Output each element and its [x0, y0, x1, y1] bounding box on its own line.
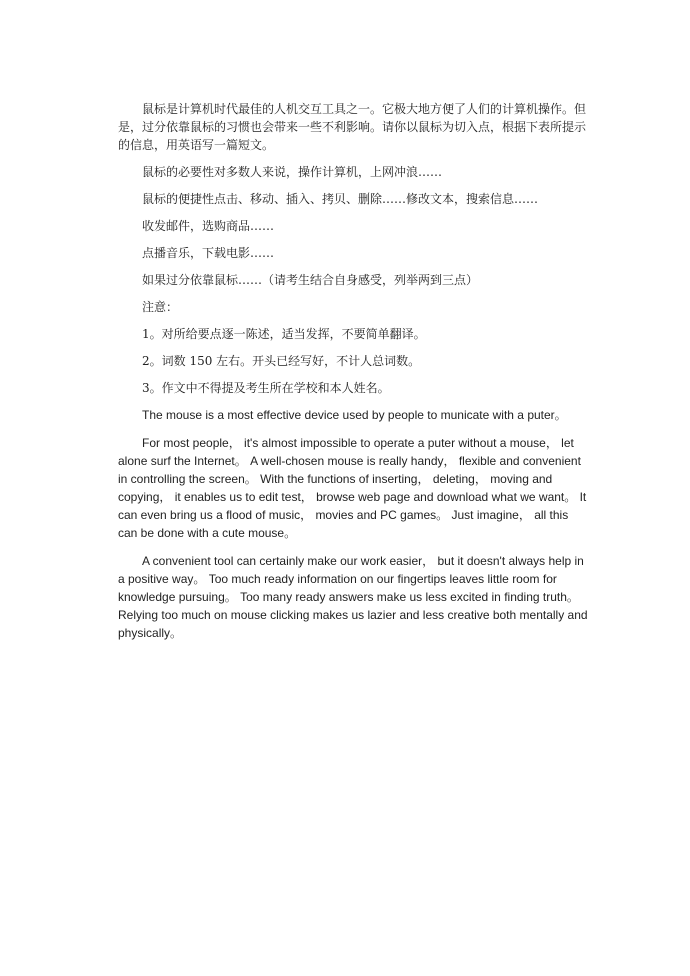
intro-paragraph: 鼠标是计算机时代最佳的人机交互工具之一。它极大地方便了人们的计算机操作。但是，过分依靠鼠标的习惯也会带来一些不利影响。请你以鼠标为切入点，根据下表所提示的信息，用英语写一篇短文。	[118, 102, 587, 152]
document-page	[118, 100, 590, 652]
essay-paragraph-2: For most people， it's almost impossible to operate a puter without a mouse， let alone surf the Internet。 A well-chosen mouse is really handy， flexible and convenient in controlling the screen。 With the functions of inserting， deleting， moving and copying， it enables us to edit test， browse web page and download what we want。 It can even bring us a flood of music， movies and PC games。 Just imagine， all this can be done with a cute mouse。	[118, 436, 587, 540]
point-overreliance: 如果过分依靠鼠标……（请考生结合自身感受，列举两到三点）	[142, 273, 479, 287]
point-convenience: 鼠标的便捷性点击、移动、插入、拷贝、删除……修改文本，搜索信息……	[142, 192, 539, 206]
note-2: 2。词数 150 左右。开头已经写好，不计人总词数。	[142, 354, 421, 368]
note-3: 3。作文中不得提及考生所在学校和本人姓名。	[142, 381, 390, 395]
point-necessity: 鼠标的必要性对多数人来说，操作计算机，上网冲浪……	[142, 165, 443, 179]
note-1: 1。对所给要点逐一陈述，适当发挥，不要简单翻译。	[142, 327, 426, 341]
essay-opening: The mouse is a most effective device used by people to municate with a puter。	[142, 408, 567, 422]
notes-title: 注意：	[142, 300, 179, 314]
point-music-movies: 点播音乐，下载电影……	[142, 246, 275, 260]
essay-paragraph-3: A convenient tool can certainly make our work easier， but it doesn't always help in a positive way。 Too much ready information on our fingertips leaves little room for knowledge pursuing。 Too many ready answers make us less excited in finding truth。 Relying too much on mouse clicking makes us lazier and less creative both mentally and physically。	[118, 554, 588, 640]
point-email-shopping: 收发邮件，选购商品……	[142, 219, 275, 233]
